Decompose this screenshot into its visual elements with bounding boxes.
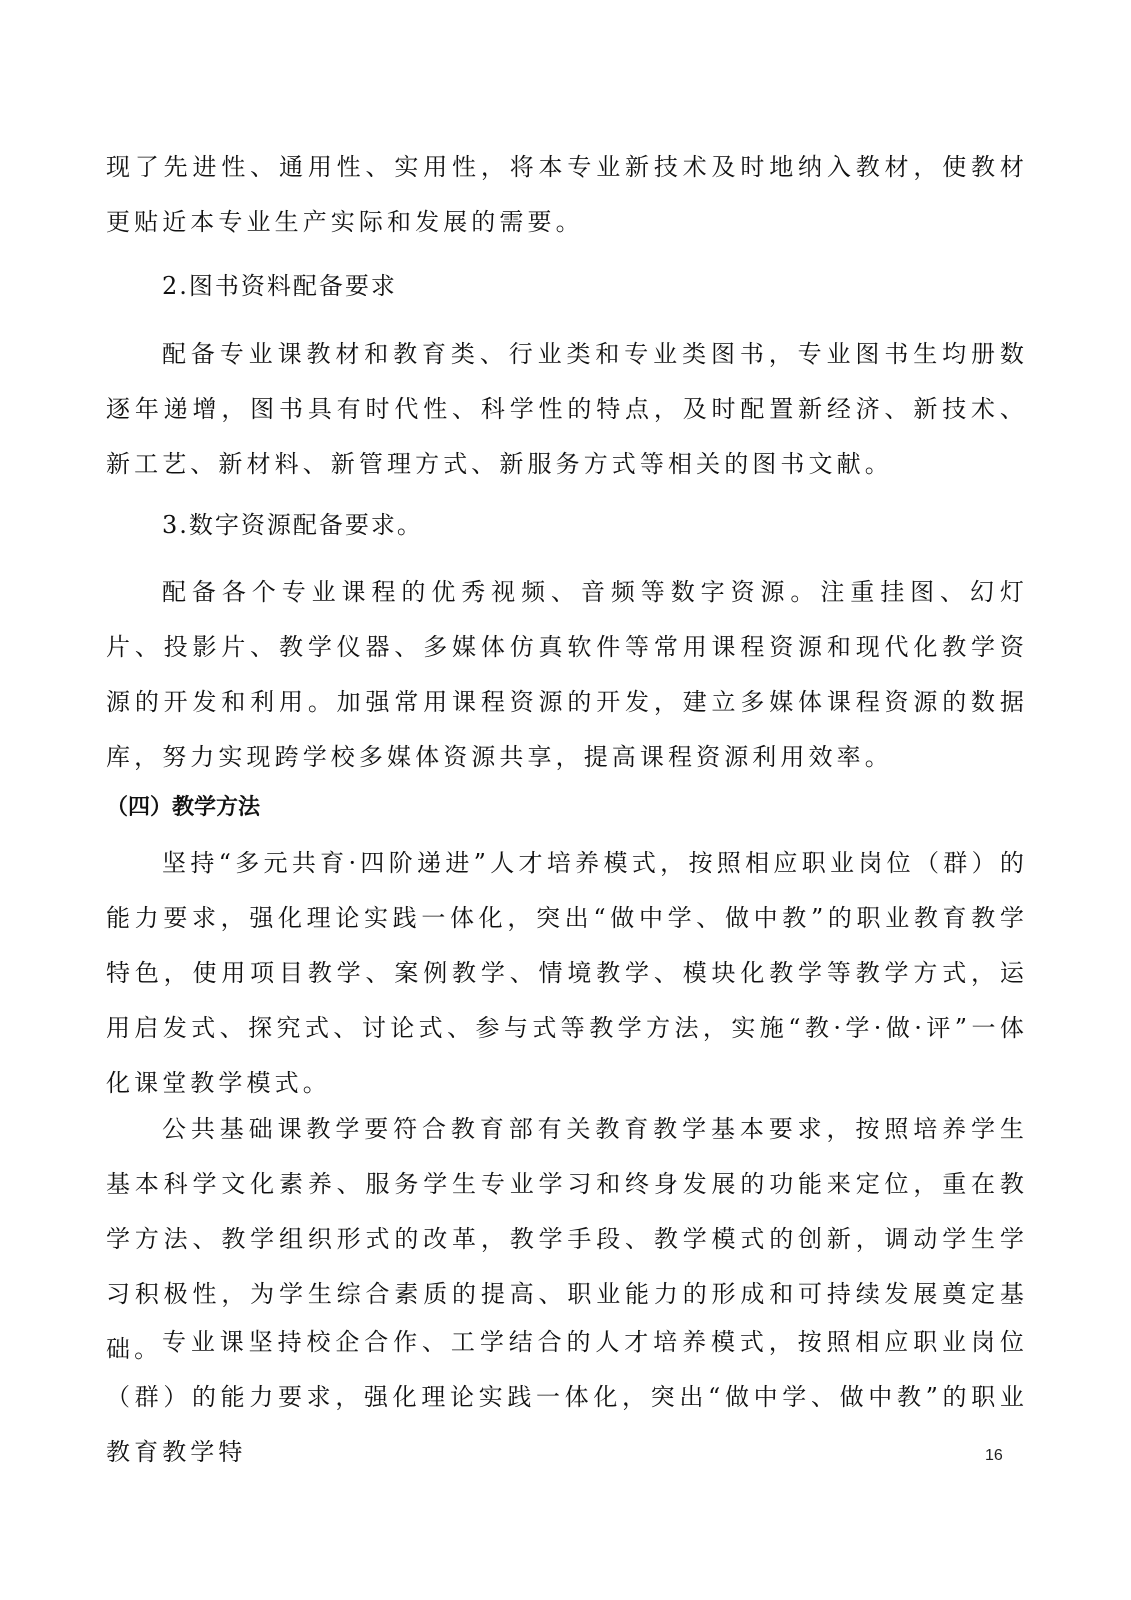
paragraph-textbook-continuation: 现了先进性、通用性、实用性，将本专业新技术及时地纳入教材，使教材更贴近本专业生产实际和发展的需要。: [106, 153, 1028, 236]
subheading-digital-resources: 3.数字资源配备要求。: [162, 511, 423, 539]
subheading-books-requirements: 2.图书资料配备要求: [162, 272, 397, 300]
paragraph-teaching-model: 坚持“多元共育·四阶递进”人才培养模式，按照相应职业岗位（群）的能力要求，强化理论实践一体化，突出“做中学、做中教”的职业教育教学特色，使用项目教学、案例教学、情境教学、模块化教学等教学方式，运用启发式、探究式、讨论式、参与式等教学方法，实施“教·学·做·评”一体化课堂教学模式。: [106, 849, 1028, 1097]
paragraph-public-courses: 公共基础课教学要符合教育部有关教育教学基本要求，按照培养学生基本科学文化素养、服务学生专业学习和终身发展的功能来定位，重在教学方法、教学组织形式的改革，教学手段、教学模式的创新，调动学生学习积极性，为学生综合素质的提高、职业能力的形成和可持续发展奠定基础。: [106, 1115, 1028, 1363]
section-heading-teaching-methods: （四）教学方法: [106, 795, 261, 820]
paragraph-digital-resources: 配备各个专业课程的优秀视频、音频等数字资源。注重挂图、幻灯片、投影片、教学仪器、多媒体仿真软件等常用课程资源和现代化教学资源的开发和利用。加强常用课程资源的开发，建立多媒体课程资源的数据库，努力实现跨学校多媒体资源共享，提高课程资源利用效率。: [106, 578, 1028, 771]
page-number: 16: [985, 1447, 1003, 1464]
paragraph-professional-courses: 专业课坚持校企合作、工学结合的人才培养模式，按照相应职业岗位（群）的能力要求，强化理论实践一体化，突出“做中学、做中教”的职业教育教学特: [106, 1328, 1028, 1466]
paragraph-books: 配备专业课教材和教育类、行业类和专业类图书，专业图书生均册数逐年递增，图书具有时代性、科学性的特点，及时配置新经济、新技术、新工艺、新材料、新管理方式、新服务方式等相关的图书文献。: [106, 340, 1028, 478]
